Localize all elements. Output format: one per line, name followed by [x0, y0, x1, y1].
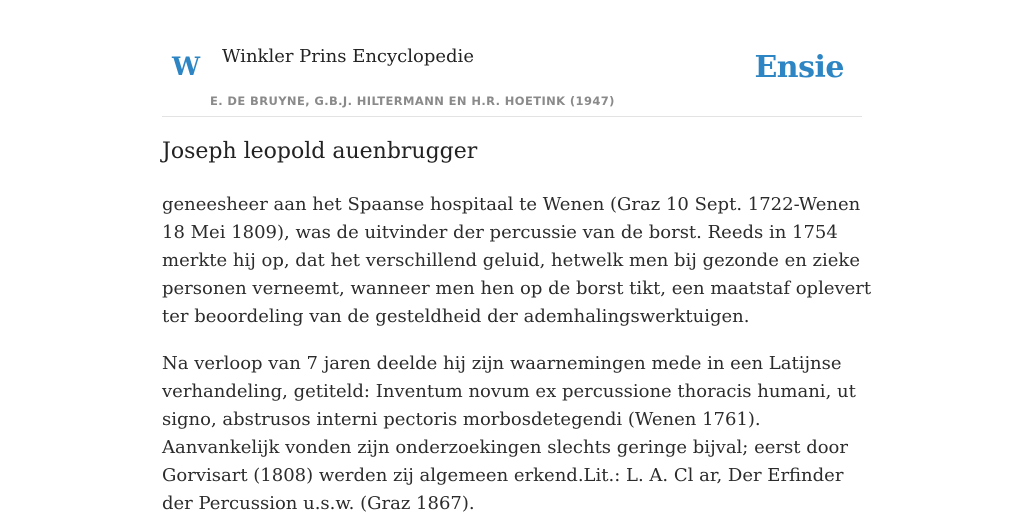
ensie-brand-logo[interactable]: Ensie: [754, 50, 844, 85]
page-container: [162, 0, 872, 512]
source-authors: E. DE BRUYNE, G.B.J. HILTERMANN EN H.R. HOETINK (1947): [210, 94, 615, 108]
source-header: [162, 0, 862, 117]
source-title[interactable]: Winkler Prins Encyclopedie: [222, 46, 474, 67]
article-paragraph: geneesheer aan het Spaanse hospitaal te Wenen (Graz 10 Sept. 1722-Wenen 18 Mei 1809), was de uitvinder der percussie van de borst. Reeds in 1754 merkte hij op, dat het verschillend geluid, hetwelk men bij gezonde en zieke personen verneemt, wanneer men hen op de borst tikt, een maatstaf oplevert ter beoordeling van de gesteldheid der ademhalingswerktuigen.: [162, 194, 872, 327]
article-paragraph: Na verloop van 7 jaren deelde hij zijn waarnemingen mede in een Latijnse verhandeling, getiteld: Inventum novum ex percussione thoracis humani, ut signo, abstrusos interni pectoris morbosdetegendi (Wenen 1761). Aanvankelijk vonden zijn onderzoekingen slechts geringe bijval; eerst door Gorvisart (1808) werden zij algemeen erkend.Lit.: L. A. Cl ar, Der Erfinder der Percussion u.s.w. (Graz 1867).: [162, 353, 856, 512]
winkler-prins-logo[interactable]: W: [172, 52, 201, 81]
article-title: Joseph leopold auenbrugger: [162, 139, 478, 164]
article-body: [162, 191, 874, 512]
